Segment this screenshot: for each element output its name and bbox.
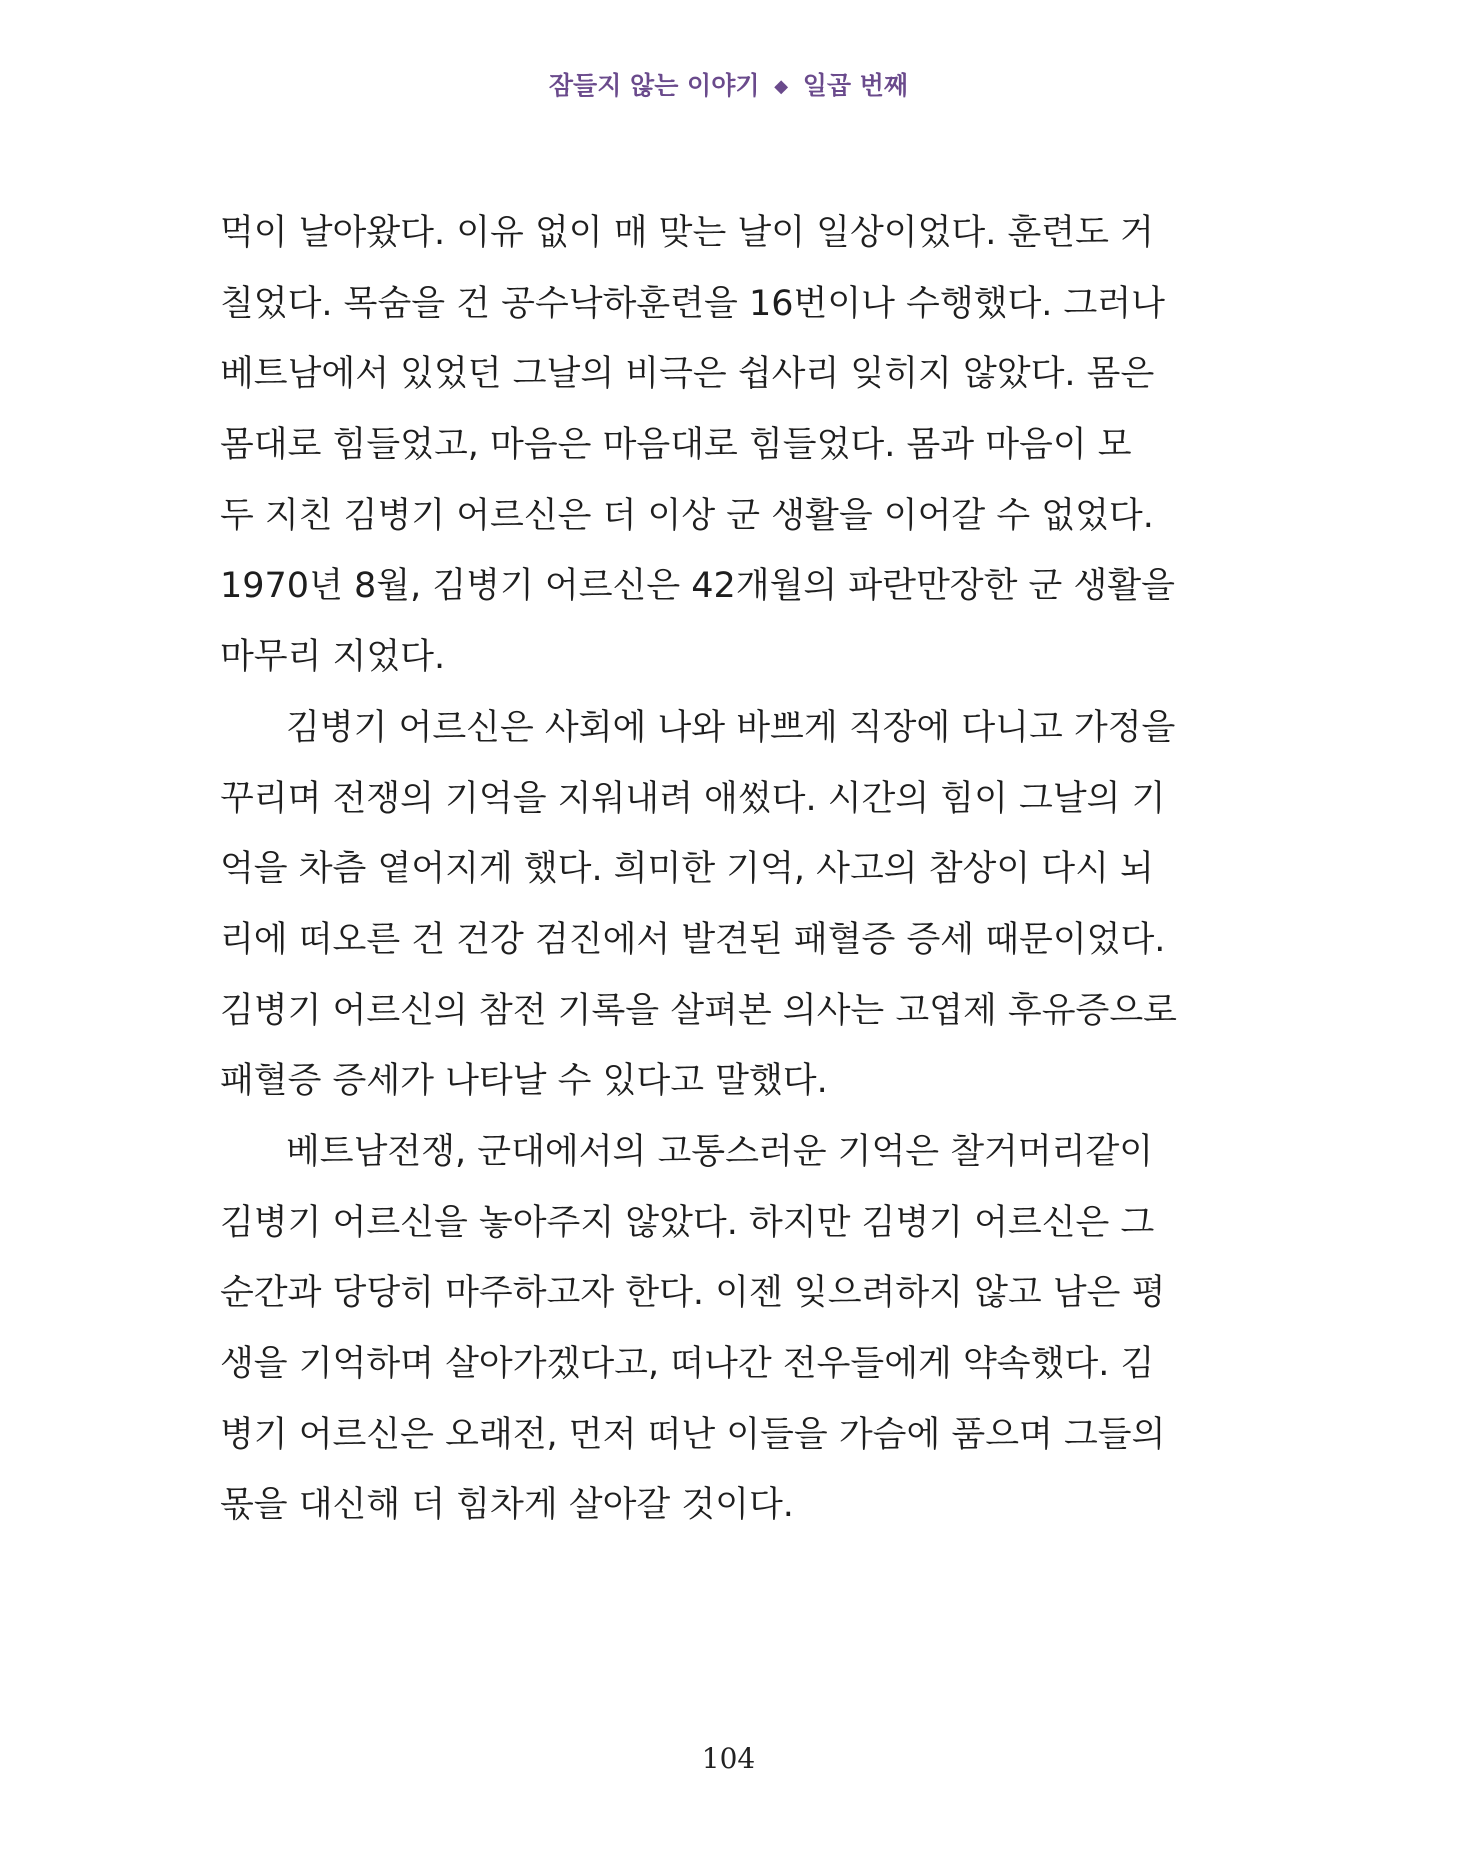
text-line: 김병기 어르신을 놓아주지 않았다. 하지만 김병기 어르신은 그 [220,1202,1155,1243]
book-title: 잠들지 않는 이야기 [548,71,760,100]
paragraph-3 [220,1117,1166,1541]
paragraph-2 [220,693,1177,1117]
chapter-title: 일곱 번째 [802,71,909,100]
text-line: 몫을 대신해 더 힘차게 살아갈 것이다. [220,1485,794,1526]
text-line: 몸대로 힘들었고, 마음은 마음대로 힘들었다. 몸과 마음이 모 [220,425,1132,466]
text-line: 억을 차츰 옅어지게 했다. 희미한 기억, 사고의 참상이 다시 뇌 [220,849,1154,890]
text-line: 베트남전쟁, 군대에서의 고통스러운 기억은 찰거머리같이 [286,1131,1154,1172]
paragraph-1 [220,198,1175,693]
text-line: 칠었다. 목숨을 건 공수낙하훈련을 16번이나 수행했다. 그러나 [220,283,1165,324]
text-line: 병기 어르신은 오래전, 먼저 떠난 이들을 가슴에 품으며 그들의 [220,1414,1166,1455]
text-line: 마무리 지었다. [220,637,446,678]
text-line: 생을 기억하며 살아가겠다고, 떠나간 전우들에게 약속했다. 김 [220,1344,1155,1384]
diamond-separator-icon: ◆ [774,76,789,97]
page-number: 104 [701,1742,756,1775]
text-line: 1970년 8월, 김병기 어르신은 42개월의 파란만장한 군 생활을 [220,566,1175,607]
text-line: 김병기 어르신의 참전 기록을 살펴본 의사는 고엽제 후유증으로 [220,990,1177,1031]
text-line: 베트남에서 있었던 그날의 비극은 쉽사리 잊히지 않았다. 몸은 [220,354,1155,395]
running-header [0,66,1457,102]
text-line: 순간과 당당히 마주하고자 한다. 이젠 잊으려하지 않고 남은 평 [220,1273,1166,1314]
text-line: 리에 떠오른 건 건강 검진에서 발견된 패혈증 증세 때문이었다. [220,919,1166,960]
text-line: 두 지친 김병기 어르신은 더 이상 군 생활을 이어갈 수 없었다. [220,495,1154,536]
text-line: 김병기 어르신은 사회에 나와 바쁘게 직장에 다니고 가정을 [286,707,1176,748]
text-line: 꾸리며 전쟁의 기억을 지워내려 애썼다. 시간의 힘이 그날의 기 [220,778,1166,819]
text-line: 패혈증 증세가 나타날 수 있다고 말했다. [220,1061,828,1102]
text-line: 먹이 날아왔다. 이유 없이 매 맞는 날이 일상이었다. 훈련도 거 [220,213,1154,253]
body-text [220,198,1177,1541]
